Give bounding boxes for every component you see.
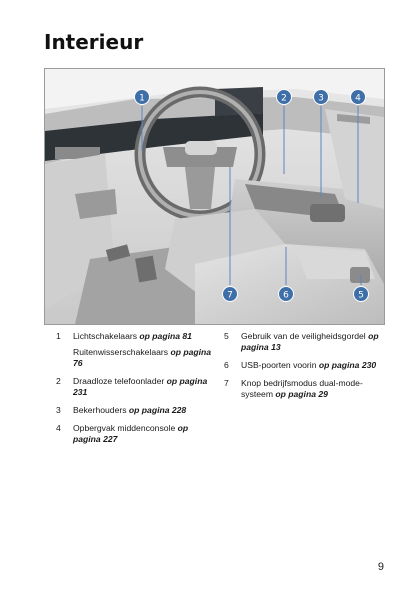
page-reference: op pagina 76 [73, 347, 212, 368]
svg-text:3: 3 [318, 93, 324, 104]
marker-7 [223, 287, 238, 302]
legend-line [73, 331, 212, 342]
legend-item-2 [56, 376, 212, 398]
marker-1 [135, 90, 150, 105]
legend-line [73, 405, 212, 416]
legend-item-6 [224, 360, 384, 371]
legend-item-4 [56, 423, 212, 445]
legend-number: 4 [56, 423, 61, 433]
legend-text: Knop bedrijfsmodus dual-mode-systeem [241, 378, 363, 399]
legend-text: Bekerhouders [73, 405, 127, 415]
svg-text:2: 2 [281, 93, 287, 104]
page-reference: op pagina 81 [139, 331, 192, 341]
legend-text: Lichtschakelaars [73, 331, 138, 341]
page-reference: op pagina 228 [128, 405, 187, 415]
page-reference: op pagina 230 [318, 360, 377, 370]
legend-item-1 [56, 331, 212, 369]
marker-5 [354, 287, 369, 302]
marker-2 [277, 90, 292, 105]
page-reference: op pagina 231 [73, 376, 208, 397]
svg-text:4: 4 [355, 93, 361, 104]
legend-line [73, 347, 212, 369]
legend-text: Gebruik van de veiligheidsgordel [241, 331, 366, 341]
legend-left-column [56, 331, 212, 452]
legend-number: 2 [56, 376, 61, 386]
marker-4 [351, 90, 366, 105]
legend-line [241, 378, 384, 400]
svg-text:7: 7 [227, 290, 233, 301]
page-reference: op pagina 13 [241, 331, 379, 352]
page-reference: op pagina 227 [73, 423, 189, 444]
legend-line [73, 423, 212, 445]
svg-text:1: 1 [139, 93, 145, 104]
legend-number: 6 [224, 360, 229, 370]
legend-text: Draadloze telefoonlader [73, 376, 165, 386]
svg-text:6: 6 [283, 290, 289, 301]
marker-6 [279, 287, 294, 302]
legend-number: 5 [224, 331, 229, 341]
legend-item-5 [224, 331, 384, 353]
legend-number: 3 [56, 405, 61, 415]
legend-line [241, 360, 384, 371]
legend-line [73, 376, 212, 398]
legend-line [241, 331, 384, 353]
legend-text: USB-poorten voorin [241, 360, 317, 370]
legend-right-column [224, 331, 384, 407]
legend-number: 1 [56, 331, 61, 341]
legend-text: Ruitenwisserschakelaars [73, 347, 169, 357]
marker-3 [314, 90, 329, 105]
svg-text:5: 5 [358, 290, 364, 301]
legend-number: 7 [224, 378, 229, 388]
legend-item-7 [224, 378, 384, 400]
page-title: Interieur [44, 30, 144, 54]
legend-item-3 [56, 405, 212, 416]
page-reference: op pagina 29 [275, 389, 328, 399]
car-interior-illustration [44, 68, 385, 325]
interior-drawing [45, 69, 384, 324]
page-number: 9 [377, 561, 384, 573]
legend-text: Opbergvak middenconsole [73, 423, 176, 433]
